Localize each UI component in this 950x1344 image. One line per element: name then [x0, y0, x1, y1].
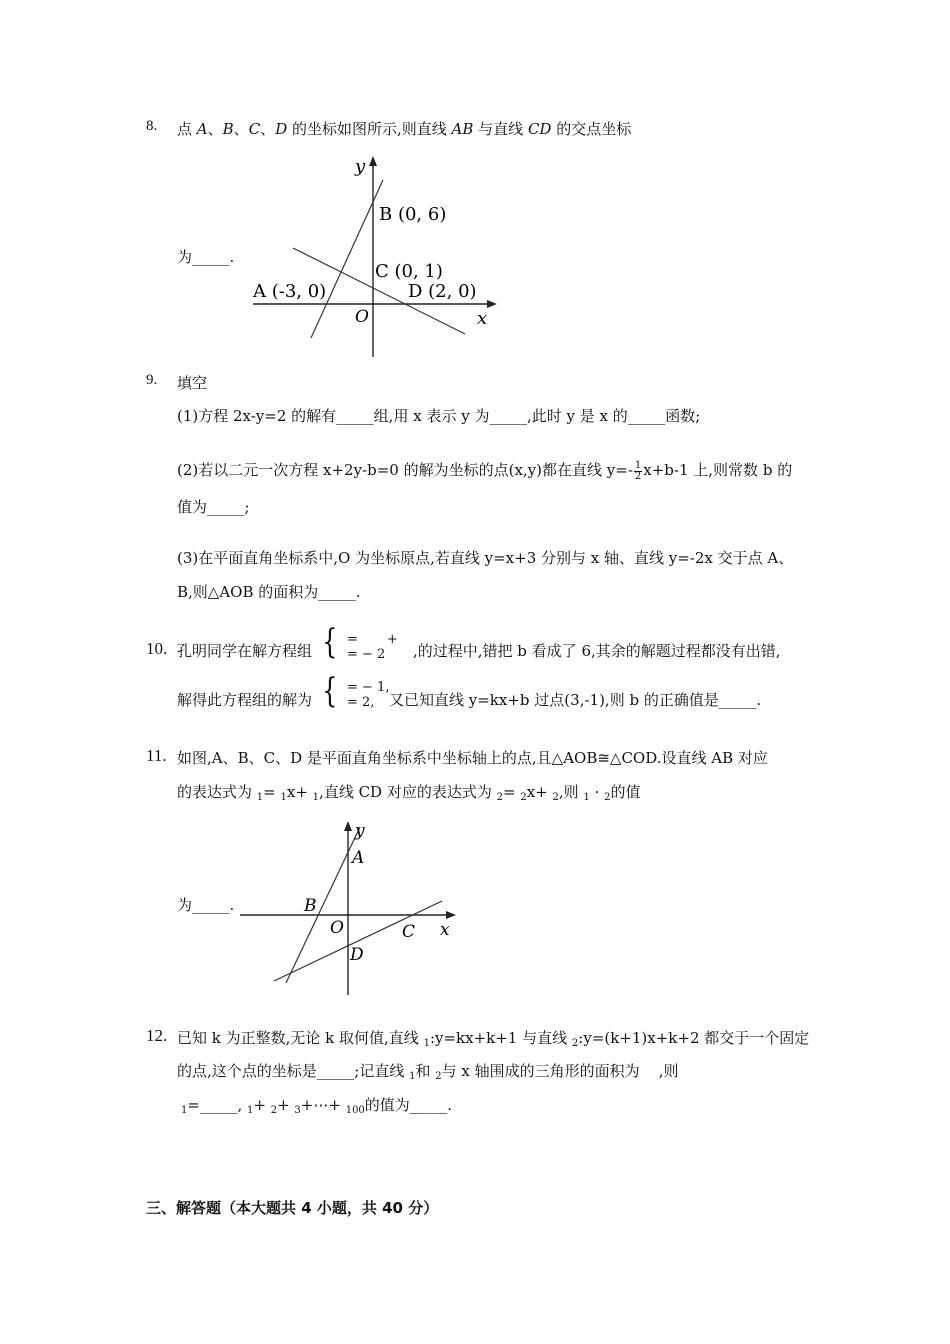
- q9-part3: (3)在平面直角坐标系中,O 为坐标原点,若直线 y=x+3 分别与 x 轴、直线 y=-2x 交于点 A、: [177, 549, 794, 567]
- q11-y-arrow: [344, 821, 352, 831]
- q11-text: x+: [286, 783, 313, 801]
- q10-system-2-line2: = 2,: [347, 695, 375, 710]
- q8-text: 点: [177, 120, 197, 138]
- q11-number: 11.: [146, 746, 167, 765]
- q8-answer: 为_____.: [177, 248, 235, 266]
- q11-C-label: C: [402, 922, 416, 942]
- q11-text: 的值: [610, 783, 641, 801]
- q10-brace-2: {: [322, 671, 338, 711]
- q10-brace-1: {: [322, 622, 338, 662]
- q12-text: 与 x 轴围成的三角形的面积为 ,则: [441, 1062, 679, 1080]
- q11-A-label: A: [352, 848, 365, 868]
- q10-system-2-line1: = − 1,: [347, 680, 390, 695]
- q10-system-1: [347, 632, 398, 662]
- q12-text: =_____,: [187, 1096, 247, 1114]
- q11-sub: 1: [583, 792, 590, 803]
- q9-fraction-num: 1: [634, 459, 642, 471]
- q12-sub: 1: [246, 1105, 254, 1116]
- q8-text: 的坐标如图所示,则直线: [287, 120, 452, 138]
- q11-sub: 2: [520, 792, 527, 803]
- q10-text-d: 又已知直线 y=kx+b 过点(3,-1),则 b 的正确值是_____.: [389, 691, 762, 709]
- q11-line1: 如图,A、B、C、D 是平面直角坐标系中坐标轴上的点,且△AOB≅△COD.设直线 AB 对应: [177, 749, 768, 767]
- q11-sub: 1: [256, 792, 264, 803]
- q11-y-label: y: [355, 821, 365, 841]
- q12-line3: [181, 1094, 452, 1116]
- q11-line2: [177, 781, 641, 803]
- q12-sub: 100: [345, 1105, 365, 1116]
- q8-figure: [245, 152, 505, 362]
- q12-text: :y=(k+1)x+k+2 都交于一个固定: [578, 1029, 810, 1047]
- q11-sub: 1: [280, 792, 287, 803]
- q11-sub: 2: [496, 792, 503, 803]
- q8-CD: CD: [527, 120, 552, 138]
- q8-y-arrow: [369, 156, 377, 166]
- q8-A: A: [196, 120, 208, 138]
- q8-number: 8.: [146, 118, 158, 134]
- q11-text: 的表达式为: [177, 783, 257, 801]
- q9-part1: (1)方程 2x-y=2 的解有_____组,用 x 表示 y 为_____,此时 y 是 x 的_____函数;: [177, 407, 701, 425]
- q10-system-1-line2: = − 2: [347, 647, 386, 662]
- q8-x-label: x: [477, 308, 488, 329]
- q12-sub: 2: [571, 1038, 579, 1049]
- q12-sub: 1: [409, 1071, 416, 1082]
- q11-answer: 为_____.: [177, 896, 235, 914]
- q8-AB: AB: [451, 120, 474, 138]
- q8-x-arrow: [487, 300, 497, 308]
- q8-B: B: [222, 120, 234, 138]
- q12-text: 已知 k 为正整数,无论 k 取何值,直线: [177, 1029, 424, 1047]
- q8-D-label: D (2, 0): [408, 281, 477, 302]
- q11-sub: 2: [604, 792, 611, 803]
- q8-stem: [177, 118, 631, 139]
- q9-title: 填空: [177, 374, 208, 392]
- q8-sep: 、: [233, 120, 249, 138]
- q12-text: 的点,这个点的坐标是_____;记直线: [177, 1062, 410, 1080]
- q9-part2-cont: 值为_____;: [177, 498, 250, 516]
- q8-origin-label: O: [355, 307, 369, 327]
- q11-text: ,则: [558, 783, 584, 801]
- q9-fraction: [634, 461, 642, 482]
- q9-part2: [177, 459, 792, 482]
- q8-sep: 、: [260, 120, 276, 138]
- q8-line-AB: [311, 180, 383, 338]
- q10-text-b: ,的过程中,错把 b 看成了 6,其余的解题过程都没有出错,: [413, 642, 781, 660]
- q8-D: D: [275, 120, 288, 138]
- q11-text: =: [263, 783, 281, 801]
- q12-sub: 3: [294, 1105, 301, 1116]
- q11-x-label: x: [440, 920, 450, 940]
- q8-B-label: B (0, 6): [379, 204, 447, 225]
- q11-line-CD: [274, 901, 442, 981]
- q12-text: +⋯+: [300, 1096, 346, 1114]
- q10-number: 10.: [146, 639, 168, 658]
- q12-text: +: [277, 1096, 295, 1114]
- q8-text: 的交点坐标: [551, 120, 632, 138]
- q8-C: C: [248, 120, 261, 138]
- q11-text: ,直线 CD 对应的表达式为: [319, 783, 497, 801]
- q9-part2-text: (2)若以二元一次方程 x+2y-b=0 的解为坐标的点(x,y)都在直线 y=-: [177, 461, 633, 479]
- q9-fraction-den: 2: [634, 470, 642, 482]
- q11-text: x+: [526, 783, 553, 801]
- q8-sep: 、: [207, 120, 223, 138]
- q12-line1: [177, 1027, 809, 1049]
- section3-heading: 三、解答题（本大题共 4 小题，共 40 分）: [146, 1199, 439, 1217]
- q8-A-label: A (-3, 0): [253, 281, 327, 302]
- q12-text: :y=kx+k+1 与直线: [429, 1029, 572, 1047]
- q11-B-label: B: [304, 896, 317, 916]
- q11-text: =: [503, 783, 521, 801]
- q9-part3-cont: B,则△AOB 的面积为_____.: [177, 583, 361, 601]
- q9-number: 9.: [146, 372, 158, 388]
- q9-part2-text: x+b-1 上,则常数 b 的: [643, 461, 793, 479]
- q11-x-arrow: [446, 911, 456, 919]
- q10-text-a: 孔明同学在解方程组: [177, 642, 313, 660]
- q11-line-AB: [286, 827, 360, 983]
- q12-sub: 2: [435, 1071, 442, 1082]
- q11-sub: 2: [552, 792, 559, 803]
- q10-system-1-line1: = +: [347, 632, 398, 647]
- q12-sub: 1: [181, 1105, 188, 1116]
- q11-text: ·: [589, 783, 605, 801]
- q8-y-label: y: [355, 156, 366, 177]
- q12-text: 和: [415, 1062, 436, 1080]
- q12-text: +: [253, 1096, 271, 1114]
- q11-figure: [238, 815, 463, 1000]
- q10-system-2: [347, 680, 389, 710]
- q8-text: 与直线: [473, 120, 528, 138]
- q11-D-label: D: [350, 945, 364, 965]
- q12-sub: 2: [270, 1105, 278, 1116]
- q11-sub: 1: [312, 792, 320, 803]
- q12-text: 的值为_____.: [364, 1096, 453, 1114]
- q12-sub: 1: [423, 1038, 430, 1049]
- q10-text-c: 解得此方程组的解为: [177, 691, 313, 709]
- q8-C-label: C (0, 1): [375, 261, 443, 282]
- q12-line2: [177, 1060, 678, 1082]
- q11-origin-label: O: [330, 918, 344, 938]
- q12-number: 12.: [146, 1026, 168, 1045]
